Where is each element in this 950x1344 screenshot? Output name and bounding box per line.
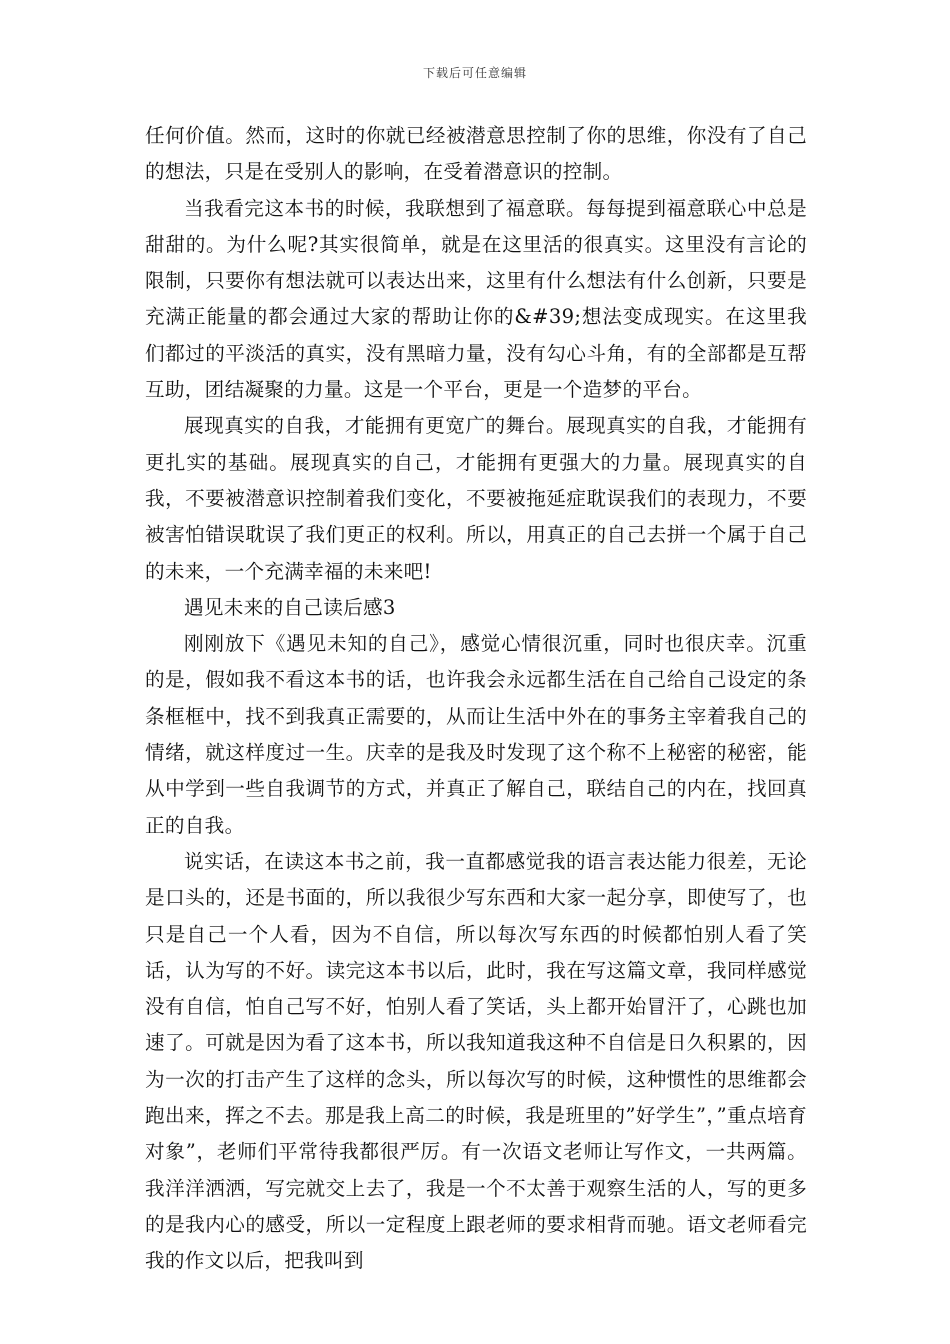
paragraph-5: 说实话，在读这本书之前，我一直都感觉我的语言表达能力很差，无论是口头的，还是书面的，所以我很少写东西和大家一起分享，即使写了，也只是自己一个人看，因为不自信，所以每次写东西的时候都怕别人看了笑话，认为写的不好。读完这本书以后，此时，我在写这篇文章，我同样感觉没有自信，怕自己写不好，怕别人看了笑话，头上都开始冒汗了，心跳也加速了。可就是因为看了这本书，所以我知道我这种不自信是日久积累的，因为一次的打击产生了这样的念头，所以每次写的时候，这种惯性的思维都会跑出来，挥之不去。那是我上高二的时候，我是班里的”好学生”，”重点培育对象”，老师们平常待我都很严厉。有一次语文老师让写作文，一共两篇。我洋洋洒洒，写完就交上去了，我是一个不太善于观察生活的人，写的更多的是我内心的感受，所以一定程度上跟老师的要求相背而驰。语文老师看完我的作文以后，把我叫到 <box>145 849 807 1273</box>
section-heading: 遇见未来的自己读后感3 <box>184 595 396 619</box>
paragraph-4: 刚刚放下《遇见未知的自己》，感觉心情很沉重，同时也很庆幸。沉重的是，假如我不看这本书的话，也许我会永远都生活在自己给自己设定的条条框框中，找不到我真正需要的，从而让生活中外在的事务主宰着我自己的情绪，就这样度过一生。庆幸的是我及时发现了这个称不上秘密的秘密，能从中学到一些自我调节的方式，并真正了解自己，联结自己的内在，找回真正的自我。 <box>145 632 807 837</box>
paragraph-1: 任何价值。然而，这时的你就已经被潜意思控制了你的思维，你没有了自己的想法，只是在受别人的影响，在受着潜意识的控制。 <box>145 124 807 184</box>
document-body <box>145 118 807 1280</box>
paragraph-2: 当我看完这本书的时候，我联想到了福意联。每每提到福意联心中总是甜甜的。为什么呢?其实很简单，就是在这里活的很真实。这里没有言论的限制，只要你有想法就可以表达出来，这里有什么想法有什么创新，只要是充满正能量的都会通过大家的帮助让你的&#39;想法变成现实。在这里我们都过的平淡活的真实，没有黑暗力量，没有勾心斗角，有的全部都是互帮互助，团结凝聚的力量。这是一个平台，更是一个造梦的平台。 <box>145 196 807 402</box>
page-header-note: 下载后可任意编辑 <box>422 66 527 80</box>
paragraph-3: 展现真实的自我，才能拥有更宽广的舞台。展现真实的自我，才能拥有更扎实的基础。展现真实的自己，才能拥有更强大的力量。展现真实的自我，不要被潜意识控制着我们变化，不要被拖延症耽误我们的表现力，不要被害怕错误耽误了我们更正的权利。所以，用真正的自己去拼一个属于自己的未来，一个充满幸福的未来吧! <box>145 414 807 583</box>
